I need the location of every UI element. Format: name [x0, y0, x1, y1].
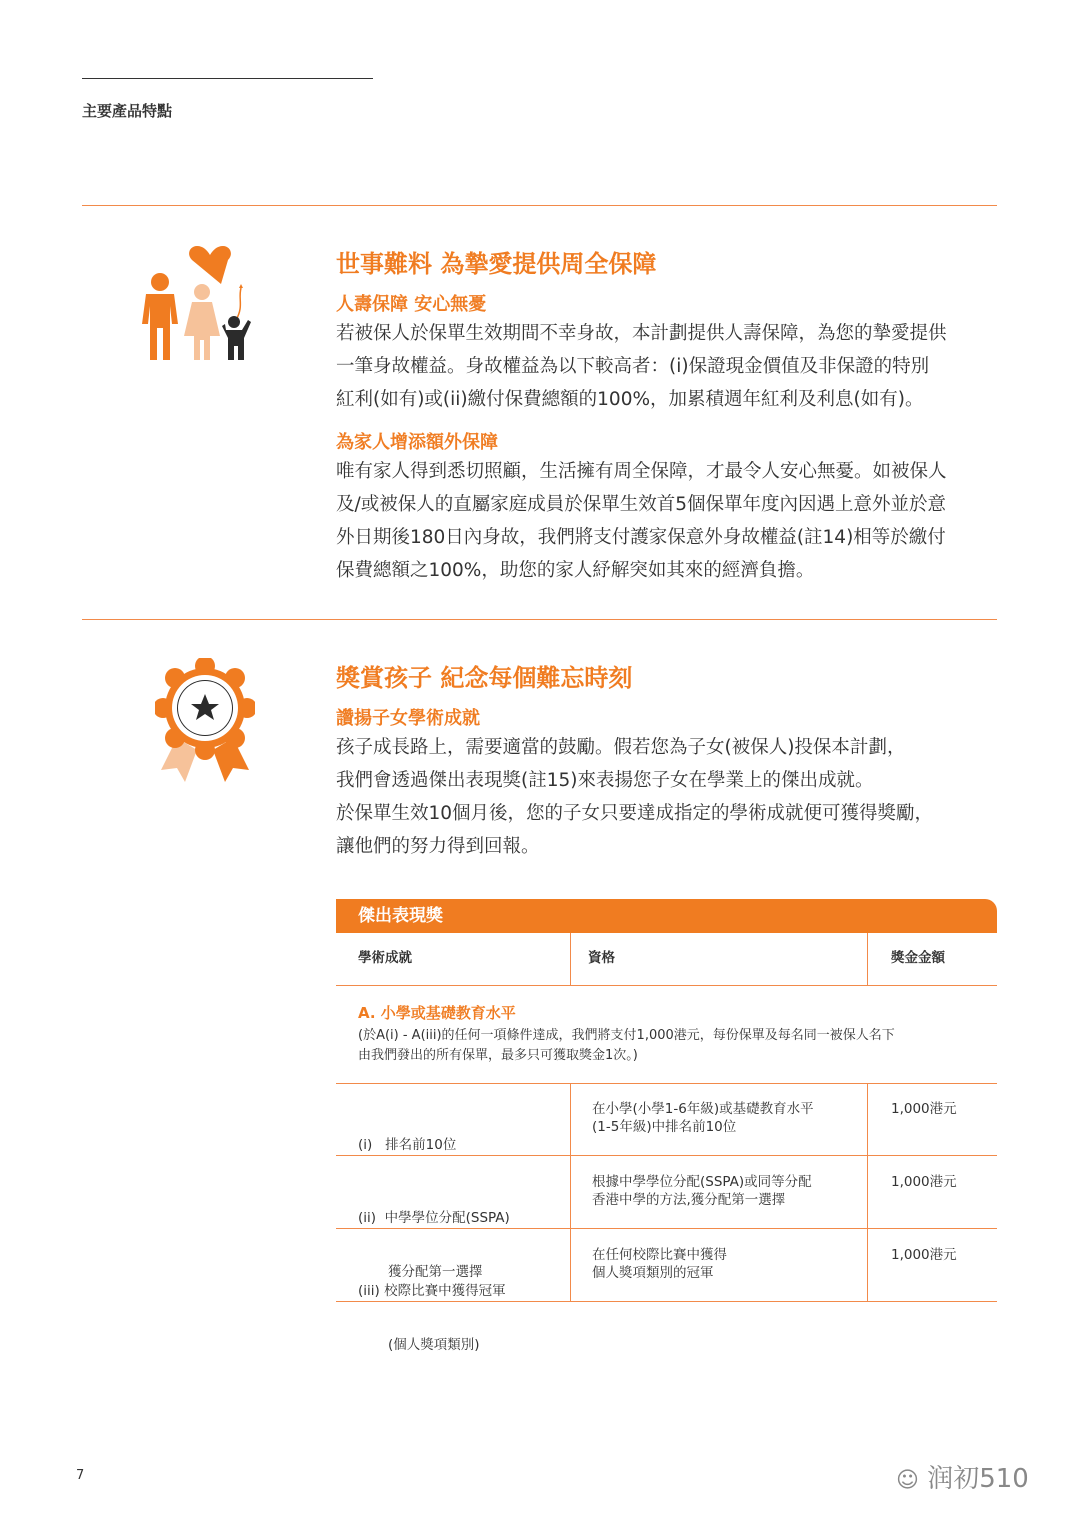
family-extra-heading: 為家人增添額外保障 — [336, 432, 498, 453]
academic-text: 孩子成長路上，需要適當的鼓勵。假若您為子女(被保人)投保本計劃， 我們會透過傑出表現獎(註15)來表揚您子女在學業上的傑出成就。 於保單生效10個月後，您的子女只要達成指定的學術成就便可獲得獎勵， 讓他們的努力得到回報。 — [336, 737, 934, 857]
award-ribbon-icon — [155, 658, 255, 798]
section-divider — [82, 205, 997, 206]
section-divider — [82, 619, 997, 620]
family-balloon-icon — [136, 244, 276, 364]
section2-title: 獎賞孩子 紀念每個難忘時刻 — [336, 664, 633, 692]
table-row — [336, 1084, 997, 1156]
academic-heading: 讚揚子女學術成就 — [336, 708, 480, 729]
life-protection-heading: 人壽保障 安心無憂 — [336, 294, 487, 315]
category-title: A. 小學或基礎教育水平 — [358, 1004, 516, 1022]
row-achievement: (i) 排名前10位 — [358, 1137, 457, 1153]
row-eligibility: 在小學(小學1-6年級)或基礎教育水平 (1-5年級)中排名前10位 — [592, 1101, 814, 1135]
row-achievement: (iii) 校際比賽中獲得冠軍 (個人獎項類別) — [358, 1283, 506, 1353]
top-rule — [82, 78, 373, 79]
family-extra-text: 唯有家人得到悉切照顧，生活擁有周全保障，才最令人安心無憂。如被保人 及/或被保人的直屬家庭成員於保單生效首5個保單年度內因遇上意外並於意 外日期後180日內身故，我們將支付護家保意外身故權益(註14)相等於繳付 保費總額之100%，助您的家人紓解突如其來的經濟負擔。 — [336, 461, 947, 581]
table-header-row — [336, 933, 997, 986]
row-amount: 1,000港元 — [891, 1247, 957, 1263]
watermark-text: 润初510 — [927, 1464, 1029, 1494]
row-amount: 1,000港元 — [891, 1174, 957, 1190]
row-achievement: (ii) 中學學位分配(SSPA) 獲分配第一選擇 — [358, 1210, 510, 1280]
col-header-amount: 獎金金額 — [891, 950, 945, 966]
watermark — [896, 1458, 1029, 1495]
category-row — [336, 986, 997, 1084]
outstanding-award-table — [336, 899, 997, 1353]
category-note: (於A(i) - A(iii)的任何一項條件達成，我們將支付1,000港元，每份保單及每名同一被保人名下 由我們發出的所有保單，最多只可獲取獎金1次。) — [358, 1028, 895, 1063]
section-label: 主要產品特點 — [82, 102, 173, 120]
page-number: 7 — [76, 1468, 85, 1483]
section1-title: 世事難料 為摯愛提供周全保障 — [336, 250, 657, 278]
life-protection-text: 若被保人於保單生效期間不幸身故，本計劃提供人壽保障，為您的摯愛提供 一筆身故權益。身故權益為以下較高者：(i)保證現金價值及非保證的特別 紅利(如有)或(ii)繳付保費總額的100%，加累積週年紅利及利息(如有)。 — [336, 323, 947, 410]
wechat-icon: ☺ — [896, 1468, 919, 1493]
table-title: 傑出表現獎 — [336, 899, 997, 933]
col-header-eligibility: 資格 — [588, 950, 615, 966]
row-eligibility: 根據中學學位分配(SSPA)或同等分配 香港中學的方法,獲分配第一選擇 — [592, 1174, 812, 1208]
row-amount: 1,000港元 — [891, 1101, 957, 1117]
row-eligibility: 在任何校際比賽中獲得 個人獎項類別的冠軍 — [592, 1247, 727, 1281]
col-header-achievement: 學術成就 — [358, 950, 412, 966]
table-row — [336, 1229, 997, 1353]
